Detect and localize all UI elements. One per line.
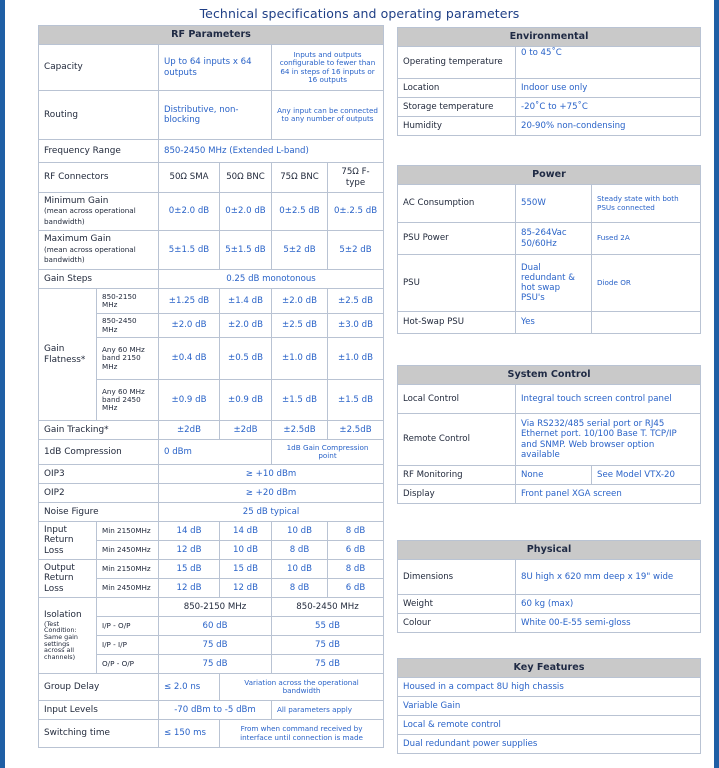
connector-col: 50Ω SMA xyxy=(159,163,220,193)
rf-heading: RF Parameters xyxy=(39,26,384,45)
min-gain-value: 0±2.0 dB xyxy=(220,193,272,231)
isolation-value: 75 dB xyxy=(272,655,384,674)
flatness-value: ±0.4 dB xyxy=(159,338,220,380)
capacity-note: Inputs and outputs configurable to fewer than 64 in steps of 16 inputs or 16 outputs xyxy=(272,45,384,91)
power-note xyxy=(592,312,701,334)
return-loss-value: 14 dB xyxy=(220,522,272,541)
flatness-band: Any 60 MHz band 2150 MHz xyxy=(97,338,159,380)
isolation-sub: (Test Condition: Same gain settings across all channels) xyxy=(44,619,78,662)
capacity-value: Up to 64 inputs x 64 outputs xyxy=(159,45,272,91)
min-gain-sub: (mean across operational bandwidth) xyxy=(44,206,136,226)
return-loss-value: 10 dB xyxy=(272,522,328,541)
key-feature-item: Dual redundant power supplies xyxy=(398,735,701,754)
isolation-label: Isolation xyxy=(44,610,82,621)
min-gain-label: Minimum Gain xyxy=(44,195,109,206)
power-value: 550W xyxy=(516,185,592,223)
flatness-value: ±1.5 dB xyxy=(328,380,384,421)
oip3-label: OIP3 xyxy=(39,465,159,484)
flatness-value: ±0.9 dB xyxy=(159,380,220,421)
power-label: PSU Power xyxy=(398,223,516,255)
local-control-label: Local Control xyxy=(398,385,516,414)
noise-figure-value: 25 dB typical xyxy=(159,503,384,522)
input-levels-value: -70 dBm to -5 dBm xyxy=(159,701,272,720)
return-loss-value: 6 dB xyxy=(328,541,384,560)
connector-col: 75Ω BNC xyxy=(272,163,328,193)
return-loss-value: 8 dB xyxy=(272,541,328,560)
isolation-value: 75 dB xyxy=(272,636,384,655)
max-gain-value: 5±2 dB xyxy=(272,231,328,270)
group-delay-value: ≤ 2.0 ns xyxy=(159,674,220,701)
power-note: Steady state with both PSUs connected xyxy=(592,185,701,223)
return-loss-value: 12 dB xyxy=(159,579,220,598)
return-loss-value: 10 dB xyxy=(220,541,272,560)
flatness-value: ±0.9 dB xyxy=(220,380,272,421)
flatness-value: ±2.0 dB xyxy=(159,314,220,338)
return-loss-value: 8 dB xyxy=(328,560,384,579)
physical-table xyxy=(397,540,701,633)
flatness-value: ±1.5 dB xyxy=(272,380,328,421)
flatness-value: ±2.0 dB xyxy=(272,289,328,314)
capacity-label: Capacity xyxy=(39,45,159,91)
key-feature-item: Variable Gain xyxy=(398,697,701,716)
switching-time-label: Switching time xyxy=(39,720,159,748)
flatness-band: 850-2450 MHz xyxy=(97,314,159,338)
system-control-table xyxy=(397,365,701,504)
physical-value: 8U high x 620 mm deep x 19" wide xyxy=(516,560,701,595)
oip2-label: OIP2 xyxy=(39,484,159,503)
right-accent-bar xyxy=(714,0,719,768)
flatness-value: ±1.0 dB xyxy=(272,338,328,380)
env-value: 20-90% non-condensing xyxy=(516,117,701,136)
isolation-value: 60 dB xyxy=(159,617,272,636)
remote-control-value: Via RS232/485 serial port or RJ45 Ethernet port. 10/100 Base T. TCP/IP and SNMP. Web browser option available xyxy=(516,414,701,466)
flatness-value: ±2.0 dB xyxy=(220,314,272,338)
env-label: Operating temperature xyxy=(398,47,516,79)
isolation-path: I/P - I/P xyxy=(97,636,159,655)
connector-col: 50Ω BNC xyxy=(220,163,272,193)
tracking-value: ±2dB xyxy=(220,421,272,440)
power-value: Dual redundant & hot swap PSU's xyxy=(516,255,592,312)
tracking-value: ±2.5dB xyxy=(328,421,384,440)
power-label: PSU xyxy=(398,255,516,312)
physical-label: Dimensions xyxy=(398,560,516,595)
environmental-table xyxy=(397,27,701,136)
isolation-path: I/P - O/P xyxy=(97,617,159,636)
flatness-value: ±1.25 dB xyxy=(159,289,220,314)
rf-parameters-table xyxy=(38,25,384,748)
gain-flatness-label: Gain Flatness* xyxy=(39,289,97,421)
environmental-heading: Environmental xyxy=(398,28,701,47)
routing-note: Any input can be connected to any number of outputs xyxy=(272,91,384,140)
power-value: 85-264Vac 50/60Hz xyxy=(516,223,592,255)
flatness-value: ±1.4 dB xyxy=(220,289,272,314)
key-features-heading: Key Features xyxy=(398,659,701,678)
input-levels-label: Input Levels xyxy=(39,701,159,720)
isolation-value: 75 dB xyxy=(159,655,272,674)
key-feature-item: Housed in a compact 8U high chassis xyxy=(398,678,701,697)
physical-label: Weight xyxy=(398,595,516,614)
left-accent-bar xyxy=(0,0,5,768)
group-delay-label: Group Delay xyxy=(39,674,159,701)
return-loss-band: Min 2450MHz xyxy=(97,541,159,560)
isolation-value: 55 dB xyxy=(272,617,384,636)
return-loss-value: 6 dB xyxy=(328,579,384,598)
max-gain-value: 5±1.5 dB xyxy=(220,231,272,270)
routing-label: Routing xyxy=(39,91,159,140)
frequency-range-label: Frequency Range xyxy=(39,140,159,163)
switching-time-value: ≤ 150 ms xyxy=(159,720,220,748)
physical-value: 60 kg (max) xyxy=(516,595,701,614)
flatness-value: ±3.0 dB xyxy=(328,314,384,338)
output-return-loss-label: Output Return Loss xyxy=(39,560,97,598)
physical-heading: Physical xyxy=(398,541,701,560)
return-loss-band: Min 2150MHz xyxy=(97,522,159,541)
routing-value: Distributive, non-blocking xyxy=(159,91,272,140)
return-loss-value: 8 dB xyxy=(272,579,328,598)
compression-note: 1dB Gain Compression point xyxy=(272,440,384,465)
env-label: Storage temperature xyxy=(398,98,516,117)
max-gain-cell xyxy=(39,231,159,270)
display-label: Display xyxy=(398,485,516,504)
isolation-band: 850-2150 MHz xyxy=(159,598,272,617)
return-loss-band: Min 2450MHz xyxy=(97,579,159,598)
env-value: Indoor use only xyxy=(516,79,701,98)
page-title: Technical specifications and operating parameters xyxy=(199,6,520,21)
flatness-band: 850-2150 MHz xyxy=(97,289,159,314)
rf-connectors-label: RF Connectors xyxy=(39,163,159,193)
min-gain-cell xyxy=(39,193,159,231)
flatness-value: ±2.5 dB xyxy=(328,289,384,314)
compression-value: 0 dBm xyxy=(159,440,272,465)
flatness-value: ±2.5 dB xyxy=(272,314,328,338)
flatness-band: Any 60 MHz band 2450 MHz xyxy=(97,380,159,421)
key-features-table xyxy=(397,658,701,754)
flatness-value: ±0.5 dB xyxy=(220,338,272,380)
physical-label: Colour xyxy=(398,614,516,633)
oip2-value: ≥ +20 dBm xyxy=(159,484,384,503)
return-loss-value: 14 dB xyxy=(159,522,220,541)
power-note: Fused 2A xyxy=(592,223,701,255)
power-label: AC Consumption xyxy=(398,185,516,223)
oip3-value: ≥ +10 dBm xyxy=(159,465,384,484)
env-value: 0 to 45˚C xyxy=(516,47,701,79)
flatness-value: ±1.0 dB xyxy=(328,338,384,380)
rf-monitoring-label: RF Monitoring xyxy=(398,466,516,485)
env-value: -20˚C to +75˚C xyxy=(516,98,701,117)
system-control-heading: System Control xyxy=(398,366,701,385)
isolation-path: O/P - O/P xyxy=(97,655,159,674)
input-return-loss-label: Input Return Loss xyxy=(39,522,97,560)
return-loss-value: 12 dB xyxy=(159,541,220,560)
isolation-value: 75 dB xyxy=(159,636,272,655)
gain-steps-label: Gain Steps xyxy=(39,270,159,289)
switching-time-note: From when command received by interface until connection is made xyxy=(220,720,384,748)
rf-monitoring-value: None xyxy=(516,466,592,485)
isolation-cell xyxy=(39,598,97,674)
connector-col: 75Ω F-type xyxy=(328,163,384,193)
power-label: Hot-Swap PSU xyxy=(398,312,516,334)
isolation-corner xyxy=(97,598,159,617)
env-label: Location xyxy=(398,79,516,98)
compression-label: 1dB Compression xyxy=(39,440,159,465)
group-delay-note: Variation across the operational bandwidth xyxy=(220,674,384,701)
power-table xyxy=(397,165,701,334)
return-loss-value: 8 dB xyxy=(328,522,384,541)
power-heading: Power xyxy=(398,166,701,185)
return-loss-value: 15 dB xyxy=(159,560,220,579)
isolation-band: 850-2450 MHz xyxy=(272,598,384,617)
return-loss-value: 12 dB xyxy=(220,579,272,598)
tracking-value: ±2dB xyxy=(159,421,220,440)
tracking-value: ±2.5dB xyxy=(272,421,328,440)
gain-tracking-label: Gain Tracking* xyxy=(39,421,159,440)
return-loss-value: 10 dB xyxy=(272,560,328,579)
physical-value: White 00-E-55 semi-gloss xyxy=(516,614,701,633)
max-gain-label: Maximum Gain xyxy=(44,234,111,245)
max-gain-value: 5±1.5 dB xyxy=(159,231,220,270)
remote-control-label: Remote Control xyxy=(398,414,516,466)
gain-steps-value: 0.25 dB monotonous xyxy=(159,270,384,289)
max-gain-sub: (mean across operational bandwidth) xyxy=(44,244,136,265)
input-levels-note: All parameters apply xyxy=(272,701,384,720)
min-gain-value: 0±2.0 dB xyxy=(159,193,220,231)
env-label: Humidity xyxy=(398,117,516,136)
display-value: Front panel XGA screen xyxy=(516,485,701,504)
return-loss-band: Min 2150MHz xyxy=(97,560,159,579)
noise-figure-label: Noise Figure xyxy=(39,503,159,522)
min-gain-value: 0±2.5 dB xyxy=(272,193,328,231)
rf-monitoring-note: See Model VTX-20 xyxy=(592,466,701,485)
return-loss-value: 15 dB xyxy=(220,560,272,579)
power-note: Diode OR xyxy=(592,255,701,312)
local-control-value: Integral touch screen control panel xyxy=(516,385,701,414)
min-gain-value: 0±.2.5 dB xyxy=(328,193,384,231)
key-feature-item: Local & remote control xyxy=(398,716,701,735)
max-gain-value: 5±2 dB xyxy=(328,231,384,270)
frequency-range-value: 850-2450 MHz (Extended L-band) xyxy=(159,140,384,163)
power-value: Yes xyxy=(516,312,592,334)
